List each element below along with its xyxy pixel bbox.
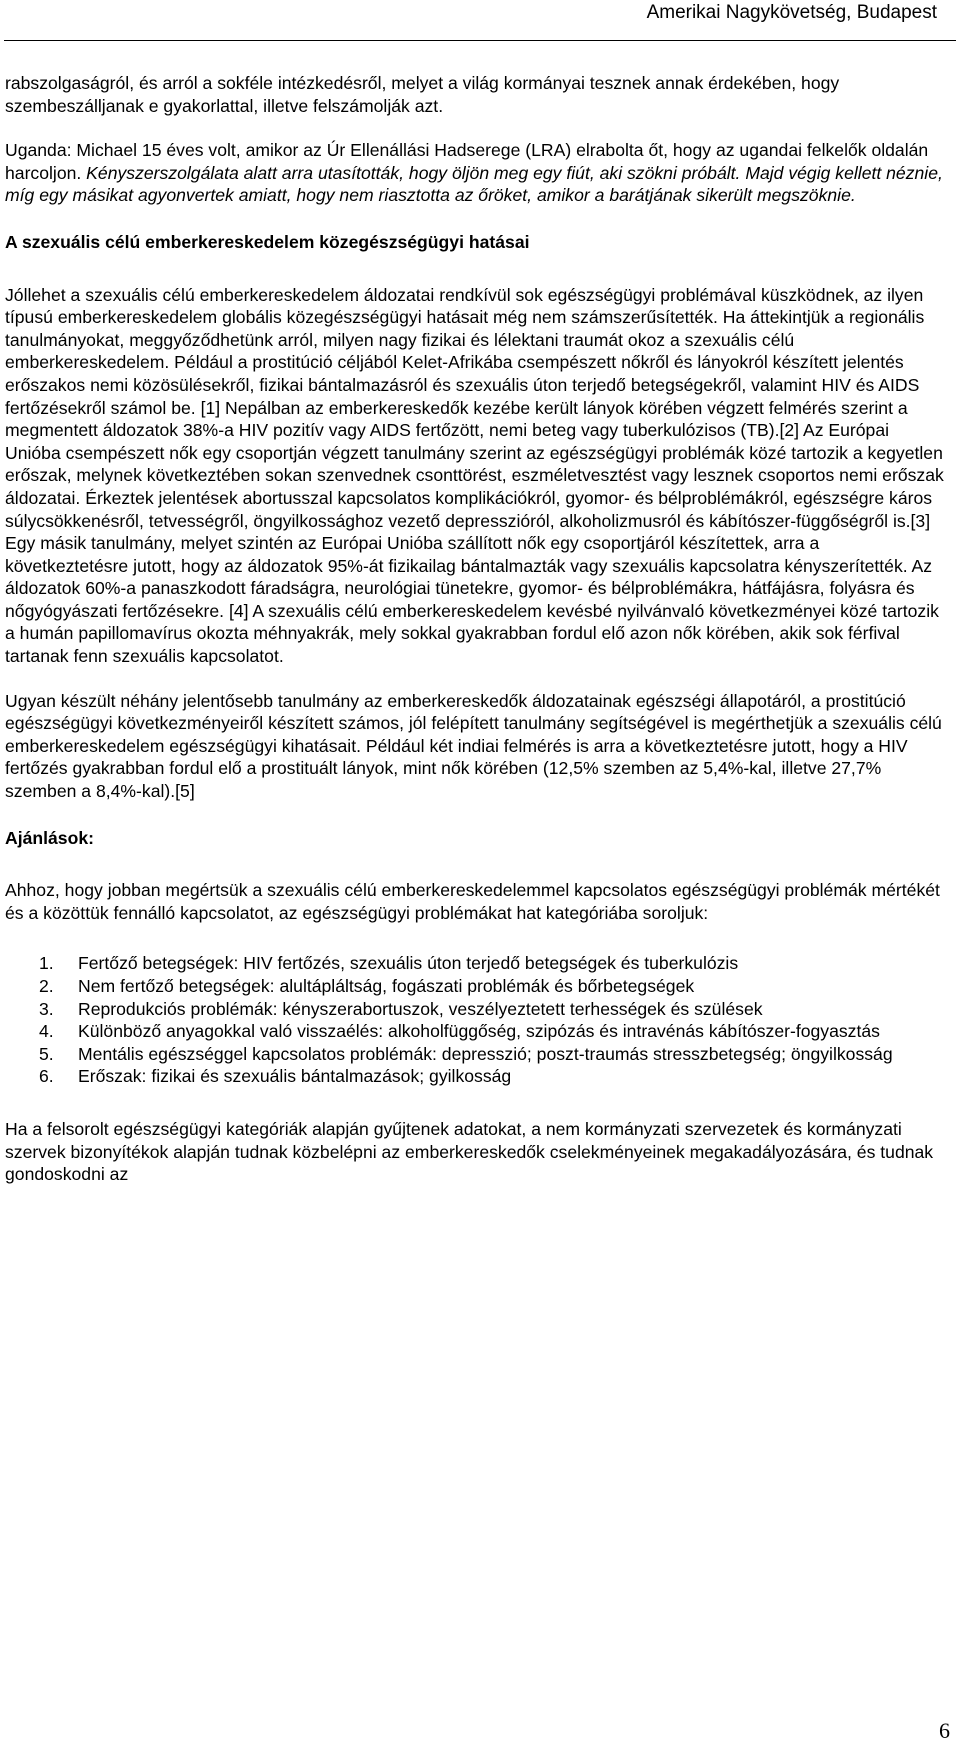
studies-paragraph: Ugyan készült néhány jelentősebb tanulmány az emberkereskedők áldozatainak egészségi állapotáról, a prostitúció egészségügyi következményeiről készített számos, jól felépített tanulmány segítségével is megérthetjük a szexuális célú emberkereskedelem egészségügyi kihatásait. Például két indiai felmérés is arra a következtetésre jutott, hogy a HIV fertőzés gyakrabban fordul elő a prostituált lányok, mint nők körében (12,5% szemben az 5,4%-kal, illetve 27,7% szemben a 8,4%-kal).[5] [5, 690, 942, 802]
list-item-text: Mentális egészséggel kapcsolatos problémák: depresszió; poszt-traumás stresszbetegség; öngyilkosság [78, 1043, 893, 1064]
final-paragraph: Ha a felsorolt egészségügyi kategóriák alapján gyűjtenek adatokat, a nem kormányzati szervezetek és kormányzati szervek bizonyítékok alapján tudnak közbelépni az emberkereskedők cselekményeinek megakadályozására, és tudnak gondoskodni az [5, 1118, 934, 1185]
intro-paragraph: rabszolgaságról, és arról a sokféle intézkedésről, melyet a világ kormányai tesznek annak érdekében, hogy szembeszálljanak e gyakorlattal, illetve felszámolják azt. [5, 73, 840, 116]
list-item-text: Erőszak: fizikai és szexuális bántalmazások; gyilkosság [78, 1066, 512, 1087]
list-item-number: 4. [39, 1021, 54, 1042]
list-item [5, 1020, 945, 1043]
list-item-number: 1. [39, 953, 54, 974]
list-item-number: 5. [39, 1043, 54, 1064]
list-item-text: Nem fertőző betegségek: alultápláltság, fogászati problémák és bőrbetegségek [78, 976, 695, 996]
health-effects-paragraph: Jóllehet a szexuális célú emberkereskedelem áldozatai rendkívül sok egészségügyi problémával küszködnek, az ilyen típusú emberkereskedelem globális közegészségügyi hatásait még nem számszerűsítették. Ha áttekintjük a regionális tanulmányokat, meggyőződhetünk arról, milyen nagy fizikai és lélektani traumát okoz a szexuális célú emberkereskedelem. Például a prostitúció céljából Kelet-Afrikába csempészett nőkről és lányokról készített jelentés erőszakos nemi közösülésekről, fizikai bántalmazásról és szexuális úton terjedő betegségekről, valamint HIV és AIDS fertőzésekről számol be. [1] Nepálban az emberkereskedők kezébe került lányok körében végzett felmérés szerint a megmentett áldozatok 38%-a HIV pozitív vagy AIDS fertőzött, nemi beteg vagy tuberkulózisos (TB).[2] Az Európai Unióba csempészett nők egy csoportján végzett tanulmány szerint az egészségügyi problémák közé tartozik a kegyetlen erőszak, melynek következtében sokan szenvednek csonttörést, eszméletvesztést vagy lesznek csoportos nemi erőszak áldozatai. Érkeztek jelentések abortusszal kapcsolatos komplikációkról, gyomor- és bélproblémákról, egészségre káros súlycsökkenésről, tetvességről, öngyilkossághoz vezető depresszióról, alkoholizmusról és kábítószer-függőségről is.[3] Egy másik tanulmány, melyet szintén az Európai Unióba szállított nők egy csoportjáról készítettek, arra a következtetésre jutott, hogy az áldozatok 95%-át fizikailag bántalmazták vagy szexuális kapcsolatra kényszerítették. Az áldozatok 60%-a panaszkodott fáradságra, neurológiai tünetekre, gyomor- és bélproblémákra, hátfájásra, folyásra és nőgyógyászati fertőzésekre. [4] A szexuális célú emberkereskedelem kevésbé nyilvánvaló következményei közé tartozik a humán papillomavírus okozta méhnyakrák, mely sokkal gyakrabban fordul elő azon nők körében, akik sok férfival tartanak fenn szexuális kapcsolatot. [5, 284, 944, 667]
document-body [5, 72, 945, 1186]
categories-intro-paragraph: Ahhoz, hogy jobban megértsük a szexuális célú emberkereskedelemmel kapcsolatos egészségügyi problémák mértékét és a közöttük fennálló kapcsolatot, az egészségügyi problémákat hat kategóriába soroljuk: [5, 880, 940, 923]
list-item-number: 6. [39, 1066, 54, 1087]
list-item [5, 1043, 945, 1066]
list-item [5, 1065, 945, 1088]
list-item-text: Különböző anyagokkal való visszaélés: alkoholfüggőség, szipózás és intravénás kábítószer-fogyasztás [78, 1021, 880, 1042]
page-number: 6 [939, 1718, 950, 1743]
list-item-number: 3. [39, 998, 54, 1019]
uganda-lead: Uganda: Michael 15 éves volt, amikor az Úr Ellenállási Hadserege (LRA) elrabolta őt, hogy az ugandai felkelők oldalán harcoljon. [5, 140, 929, 183]
page-header: Amerikai Nagykövetség, Budapest [646, 2, 937, 23]
list-item-text: Reprodukciós problémák: kényszerabortuszok, veszélyeztetett terhességek és szülések [78, 998, 763, 1019]
recommendations-heading: Ajánlások: [5, 827, 94, 848]
list-item-number: 2. [39, 976, 54, 996]
list-item [5, 952, 945, 975]
categories-list [5, 952, 945, 1088]
list-item-text: Fertőző betegségek: HIV fertőzés, szexuális úton terjedő betegségek és tuberkulózis [78, 953, 739, 974]
section-heading: A szexuális célú emberkereskedelem közegészségügyi hatásai [5, 231, 530, 252]
uganda-paragraph [5, 139, 945, 207]
uganda-rest: Kényszerszolgálata alatt arra utasították, hogy öljön meg egy fiút, aki szökni próbált. Majd végig kellett néznie, míg egy másikat agyonvertek amiatt, hogy nem riasztotta az őröket, amikor a barátjának sikerült megszöknie. [5, 162, 943, 206]
list-item [5, 975, 945, 998]
header-divider [4, 40, 956, 41]
list-item [5, 998, 945, 1021]
